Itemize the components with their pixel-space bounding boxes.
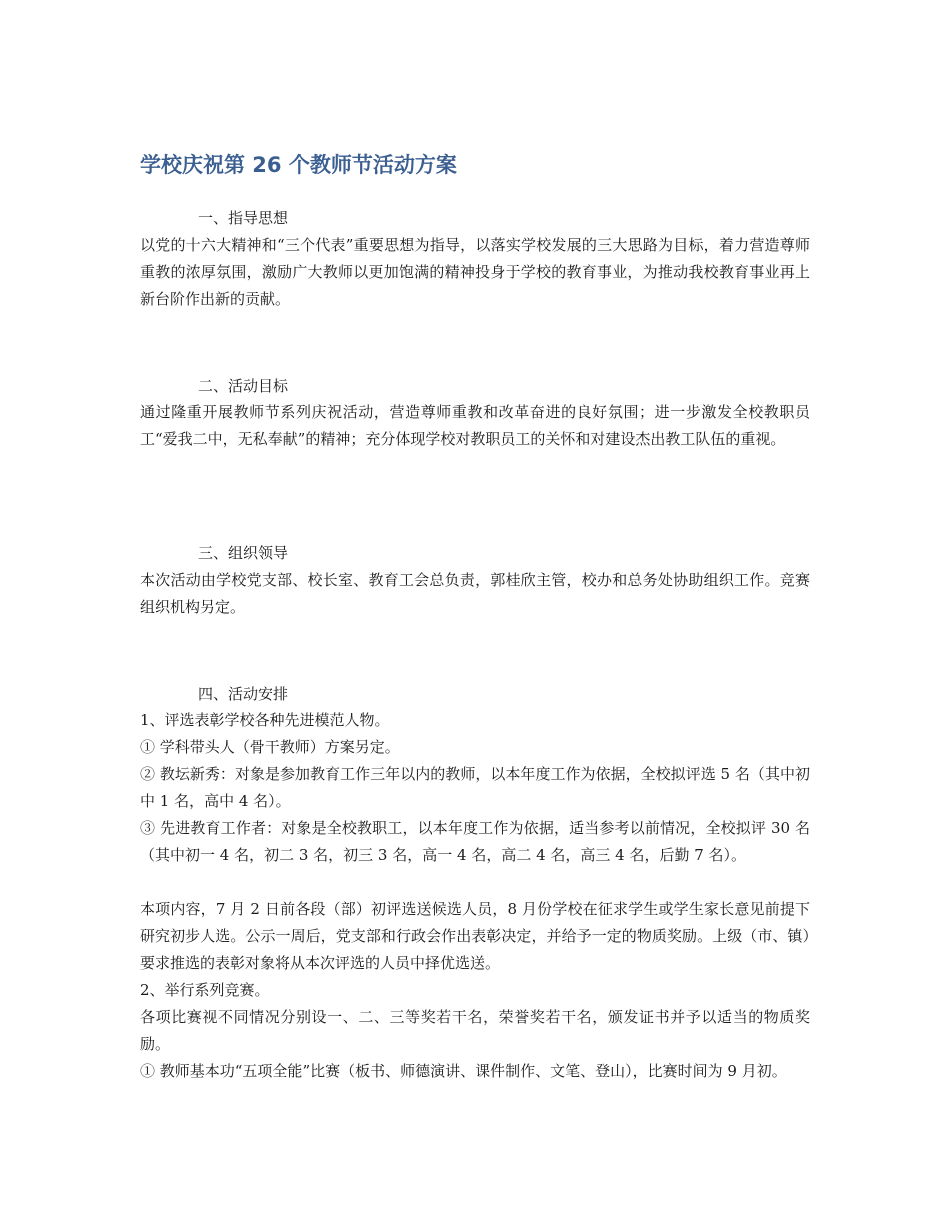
list-item: 各项比赛视不同情况分别设一、二、三等奖若干名，荣誉奖若干名，颁发证书并予以适当的物质奖励。 [140, 1008, 810, 1053]
section-body-guiding-ideology: 以党的十六大精神和“三个代表”重要思想为指导，以落实学校发展的三大思路为目标，着力营造尊师重教的浓厚氛围，激励广大教师以更加饱满的精神投身于学校的教育事业，为推动我校教育事业再上新台阶作出新的贡献。 [140, 236, 810, 308]
list-item: ③ 先进教育工作者：对象是全校教职工，以本年度工作为依据，适当参考以前情况，全校拟评 30 名（其中初一 4 名，初二 3 名，初三 3 名，高一 4 名，高二 4 名，高三 4 名，后勤 7 名）。 [140, 819, 810, 864]
section-body-organization: 本次活动由学校党支部、校长室、教育工会总负责，郭桂欣主管，校办和总务处协助组织工作。竞赛组织机构另定。 [140, 571, 810, 616]
section-heading-activity-goals: 二、活动目标 [198, 377, 289, 395]
list-item: ② 教坛新秀：对象是参加教育工作三年以内的教师，以本年度工作为依据，全校拟评选 5 名（其中初中 1 名，高中 4 名）。 [140, 765, 810, 810]
section-heading-organization: 三、组织领导 [198, 544, 289, 562]
list-item: ① 教师基本功“五项全能”比赛（板书、师德演讲、课件制作、文笔、登山），比赛时间为 9 月初。 [140, 1062, 787, 1080]
document-title: 学校庆祝第 26 个教师节活动方案 [140, 153, 457, 177]
list-item: 2、举行系列竞赛。 [140, 981, 270, 999]
section-body-activity-goals: 通过隆重开展教师节系列庆祝活动，营造尊师重教和改革奋进的良好氛围；进一步激发全校教职员工“爱我二中，无私奉献”的精神；充分体现学校对教职员工的关怀和对建设杰出教工队伍的重视。 [140, 403, 810, 448]
section-heading-guiding-ideology: 一、指导思想 [198, 209, 289, 227]
list-item: ① 学科带头人（骨干教师）方案另定。 [140, 738, 400, 756]
list-item: 本项内容，7 月 2 日前各段（部）初评选送候选人员，8 月份学校在征求学生或学生家长意见前提下研究初步人选。公示一周后，党支部和行政会作出表彰决定，并给予一定的物质奖励。上级（市、镇）要求推选的表彰对象将从本次评选的人员中择优选送。 [140, 900, 810, 972]
list-item: 1、评选表彰学校各种先进模范人物。 [140, 711, 390, 729]
section-heading-activity-arrangement: 四、活动安排 [198, 685, 289, 703]
